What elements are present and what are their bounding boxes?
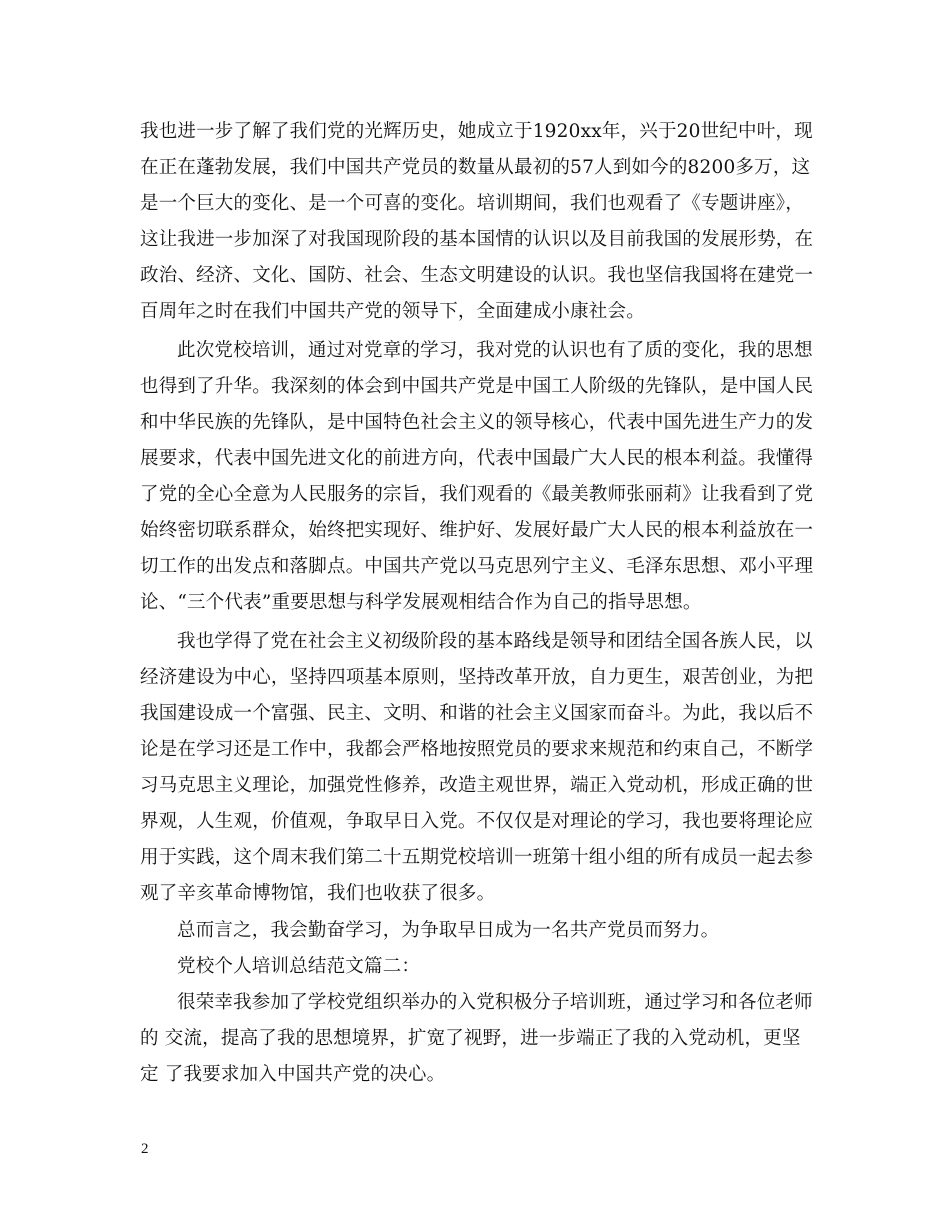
text-line: 展要求，代表中国先进文化的前进方向，代表中国最广大人民的根本利益。我懂得 [140,448,814,469]
section-heading: 党校个人培训总结范文篇二： [177,956,421,977]
text-line: 了党的全心全意为人民服务的宗旨，我们观看的《最美教师张丽莉》让我看到了党 [140,484,814,505]
text-line: 总而言之，我会勤奋学习，为争取早日成为一名共产党员而努力。 [177,920,720,941]
text-line: 和中华民族的先锋队，是中国特色社会主义的领导核心，代表中国先进生产力的发 [140,412,814,433]
text-line: 始终密切联系群众，始终把实现好、维护好、发展好最广大人民的根本利益放在一 [140,520,814,541]
text-line: 用于实践，这个周末我们第二十五期党校培训一班第十组小组的所有成员一起去参 [140,847,814,868]
text-line: 我国建设成一个富强、民主、文明、和谐的社会主义国家而奋斗。为此，我以后不 [140,703,814,724]
text-line: 很荣幸我参加了学校党组织举办的入党积极分子培训班，通过学习和各位老师 [177,992,813,1013]
text-line: 习马克思主义理论，加强党性修养，改造主观世界，端正入党动机，形成正确的世 [140,775,814,796]
text-line: 界观，人生观，价值观，争取早日入党。不仅仅是对理论的学习，我也要将理论应 [140,811,814,832]
page-number: 2 [141,1141,149,1157]
text-line: 切工作的出发点和落脚点。中国共产党以马克思列宁主义、毛泽东思想、邓小平理 [140,556,814,577]
text-line: 也得到了升华。我深刻的体会到中国共产党是中国工人阶级的先锋队，是中国人民 [140,376,814,397]
text-line: 此次党校培训，通过对党章的学习，我对党的认识也有了质的变化，我的思想 [177,340,813,361]
text-line: 的 交流，提高了我的思想境界，扩宽了视野，进一步端正了我的入党动机，更坚 [140,1028,801,1049]
text-line: 我也学得了党在社会主义初级阶段的基本路线是领导和团结全国各族人民，以 [177,631,813,652]
text-line: 定 了我要求加入中国共产党的决心。 [140,1064,446,1085]
text-line: 政治、经济、文化、国防、社会、生态文明建设的认识。我也坚信我国将在建党一 [140,265,814,286]
text-line: 我也进一步了解了我们党的光辉历史，她成立于1920xx年，兴于20世纪中叶，现 [140,121,813,142]
text-line: 百周年之时在我们中国共产党的领导下，全面建成小康社会。 [140,301,645,322]
text-line: 观了辛亥革命博物馆，我们也收获了很多。 [140,883,496,904]
text-line: 论、“三个代表”重要思想与科学发展观相结合作为自己的指导思想。 [140,592,702,613]
text-line: 论是在学习还是工作中，我都会严格地按照党员的要求来规范和约束自己，不断学 [140,739,814,760]
text-line: 经济建设为中心，坚持四项基本原则，坚持改革开放，自力更生，艰苦创业，为把 [140,667,814,688]
text-line: 在正在蓬勃发展，我们中国共产党员的数量从最初的57人到如今的8200多万，这 [140,157,811,178]
text-line: 是一个巨大的变化、是一个可喜的变化。培训期间，我们也观看了《专题讲座》， [140,193,804,214]
text-line: 这让我进一步加深了对我国现阶段的基本国情的认识以及目前我国的发展形势，在 [140,229,814,250]
